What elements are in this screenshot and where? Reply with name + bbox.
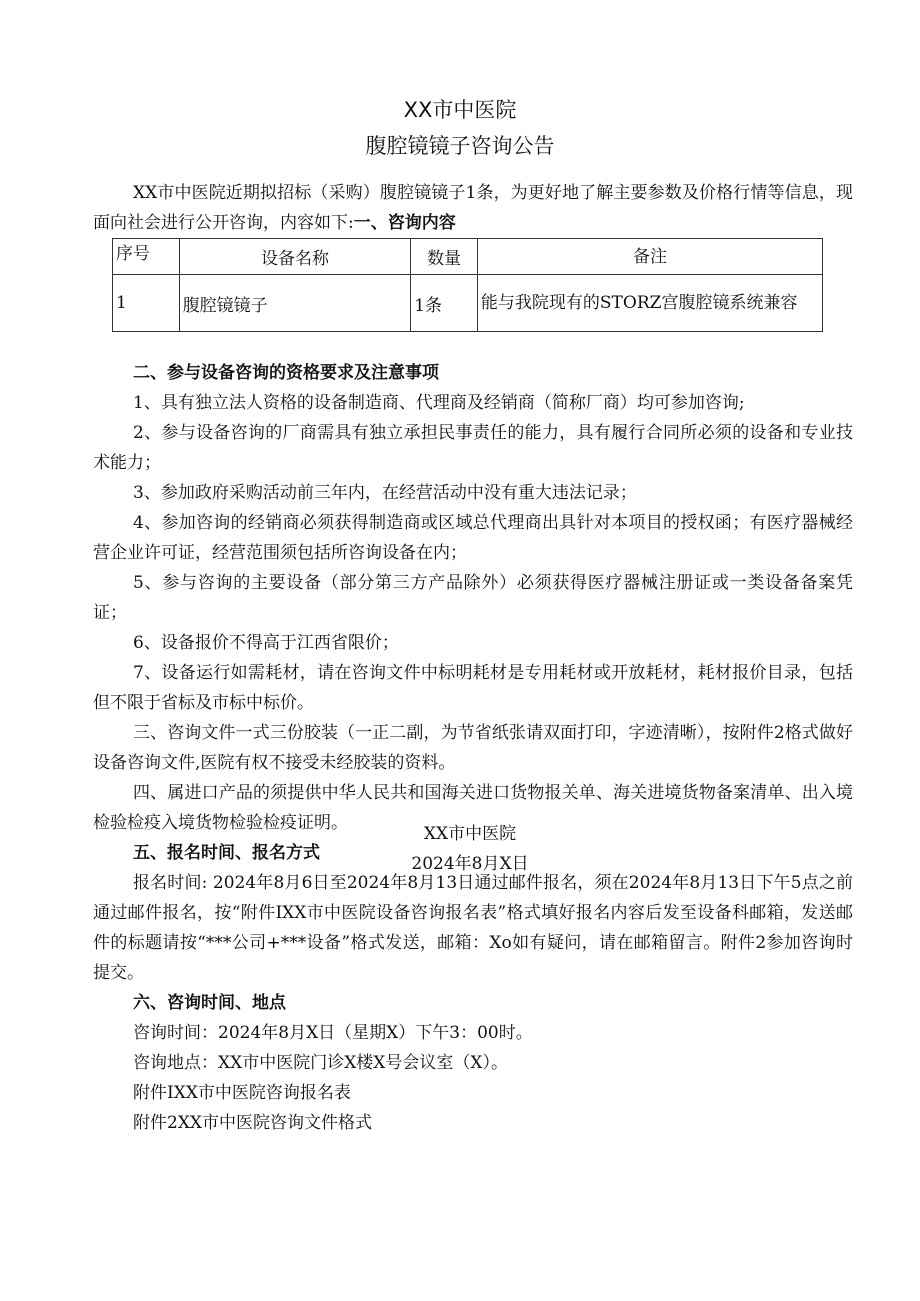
requirement-item: 3、参加政府采购活动前三年内，在经营活动中没有重大违法记录； <box>133 483 637 503</box>
requirement-item: 7、设备运行如需耗材，请在咨询文件中标明耗材是专用耗材或开放耗材，耗材报价目录，包括但不限于省标及市标中标价。 <box>93 663 853 713</box>
attachment-2: 附件2XX市中医院咨询文件格式 <box>133 1113 373 1133</box>
signature-org: XX市中医院 <box>423 824 517 844</box>
table-row <box>113 275 823 332</box>
attachment-1: 附件IXX市中医院咨询报名表 <box>133 1083 351 1103</box>
requirement-item: 5、参与咨询的主要设备（部分第三方产品除外）必须获得医疗器械注册证或一类设备备案凭证； <box>93 573 853 623</box>
requirement-item: 6、设备报价不得高于江西省限价； <box>133 633 399 653</box>
section5-heading: 五、报名时间、报名方式 <box>133 843 320 863</box>
table-header-cell: 序号 <box>113 239 180 275</box>
section2-heading: 二、参与设备咨询的资格要求及注意事项 <box>133 363 439 383</box>
consult-time: 咨询时间：2024年8月X日（星期X）下午3：00时。 <box>133 1023 533 1043</box>
signature-date: 2024年8月X日 <box>411 854 529 874</box>
inquiry-table <box>112 238 823 332</box>
table-cell-no: 1 <box>113 275 180 332</box>
section1-heading: 一、咨询内容 <box>353 213 456 233</box>
table-header-cell: 设备名称 <box>179 239 411 275</box>
section3-paragraph: 三、咨询文件一式三份胶装（一正二副，为节省纸张请双面打印，字迹清晰），按附件2格式做好设备咨询文件,医院有权不接受未经胶装的资料。 <box>93 723 853 773</box>
body-sections <box>93 358 853 1138</box>
requirement-item: 4、参加咨询的经销商必须获得制造商或区域总代理商出具针对本项目的授权函；有医疗器械经营企业许可证，经营范围须包括所咨询设备在内； <box>93 513 853 563</box>
requirement-item: 2、参与设备咨询的厂商需具有独立承担民事责任的能力，具有履行合同所必须的设备和专业技术能力； <box>93 423 853 473</box>
section4-paragraph: 四、属进口产品的须提供中华人民共和国海关进口货物报关单、海关进境货物备案清单、出入境检验检疫入境货物检验检疫证明。 <box>93 783 853 833</box>
document-title: 腹腔镜镜子咨询公告 <box>365 134 555 158</box>
section5-paragraph: 报名时间: 2024年8月6日至2024年8月13日通过邮件报名，须在2024年8月13日下午5点之前通过邮件报名，按“附件IXX市中医院设备咨询报名表”格式填好报名内容后发至设备科邮箱，发送邮件的标题请按“***公司+***设备”格式发送，邮箱：Xo如有疑问，请在邮箱留言。附件2参加咨询时提交。 <box>93 873 853 983</box>
table-cell-note: 能与我院现有的STORZ宫腹腔镜系统兼容 <box>477 275 822 332</box>
requirement-item: 1、具有独立法人资格的设备制造商、代理商及经销商（简称厂商）均可参加咨询; <box>133 393 745 413</box>
intro-paragraph <box>93 178 853 238</box>
table-header-row <box>113 239 823 275</box>
table-cell-name: 腹腔镜镜子 <box>179 275 411 332</box>
table-header-cell: 备注 <box>477 239 822 275</box>
intro-text: XX市中医院近期拟招标（采购）腹腔镜镜子1条，为更好地了解主要参数及价格行情等信息，现面向社会进行公开咨询，内容如下: <box>93 183 853 233</box>
section6-heading: 六、咨询时间、地点 <box>133 993 286 1013</box>
table-cell-qty: 1条 <box>411 275 478 332</box>
table-header-cell: 数量 <box>411 239 478 275</box>
consult-place: 咨询地点：XX市中医院门诊X楼X号会议室（X）。 <box>133 1053 509 1073</box>
hospital-name-heading: XX市中医院 <box>403 98 517 122</box>
